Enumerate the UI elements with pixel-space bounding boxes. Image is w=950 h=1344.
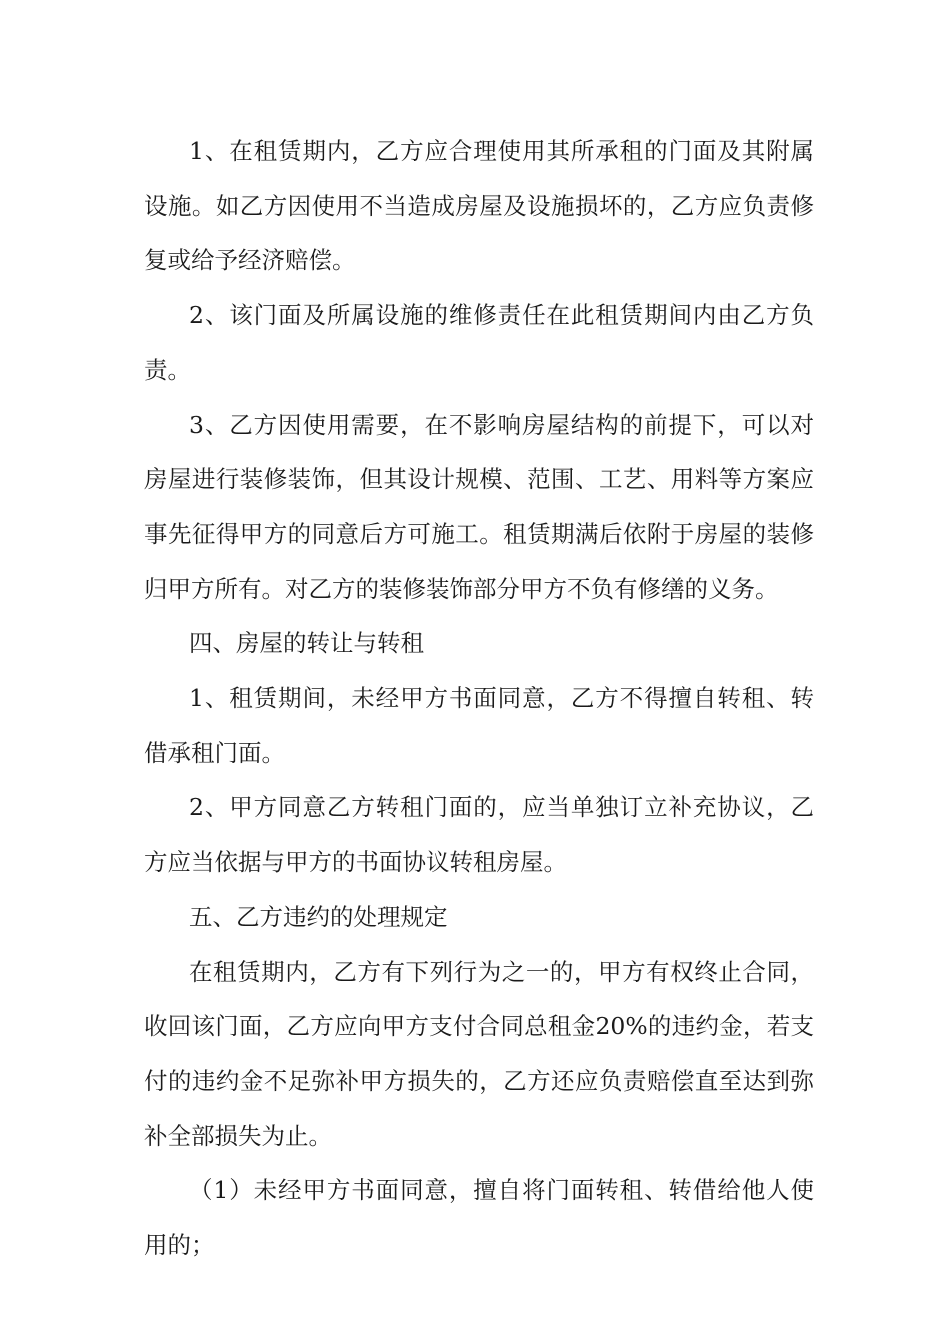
paragraph-section-5-intro: 在租赁期内，乙方有下列行为之一的，甲方有权终止合同，收回该门面，乙方应向甲方支付合同总租金20%的违约金，若支付的违约金不足弥补甲方损失的，乙方还应负责赔偿直至达到弥补全部损失为止。 <box>144 957 814 1150</box>
document-body <box>144 124 814 1273</box>
paragraph-clause-4-1: 1、租赁期间，未经甲方书面同意，乙方不得擅自转租、转借承租门面。 <box>144 684 814 767</box>
paragraph-item-1: （1）未经甲方书面同意，擅自将门面转租、转借给他人使用的； <box>144 1176 814 1260</box>
section-heading-4: 四、房屋的转让与转租 <box>189 629 424 658</box>
section-heading-5: 五、乙方违约的处理规定 <box>189 902 448 931</box>
paragraph-clause-3-3: 3、乙方因使用需要，在不影响房屋结构的前提下，可以对房屋进行装修装饰，但其设计规模、范围、工艺、用料等方案应事先征得甲方的同意后方可施工。租赁期满后依附于房屋的装修归甲方所有。对乙方的装修装饰部分甲方不负有修缮的义务。 <box>144 410 814 603</box>
paragraph-clause-3-1: 1、在租赁期内，乙方应合理使用其所承租的门面及其附属设施。如乙方因使用不当造成房屋及设施损坏的，乙方应负责修复或给予经济赔偿。 <box>144 137 814 275</box>
paragraph-clause-3-2: 2、该门面及所属设施的维修责任在此租赁期间内由乙方负责。 <box>144 301 814 384</box>
paragraph-clause-4-2: 2、甲方同意乙方转租门面的，应当单独订立补充协议，乙方应当依据与甲方的书面协议转租房屋。 <box>144 793 814 877</box>
